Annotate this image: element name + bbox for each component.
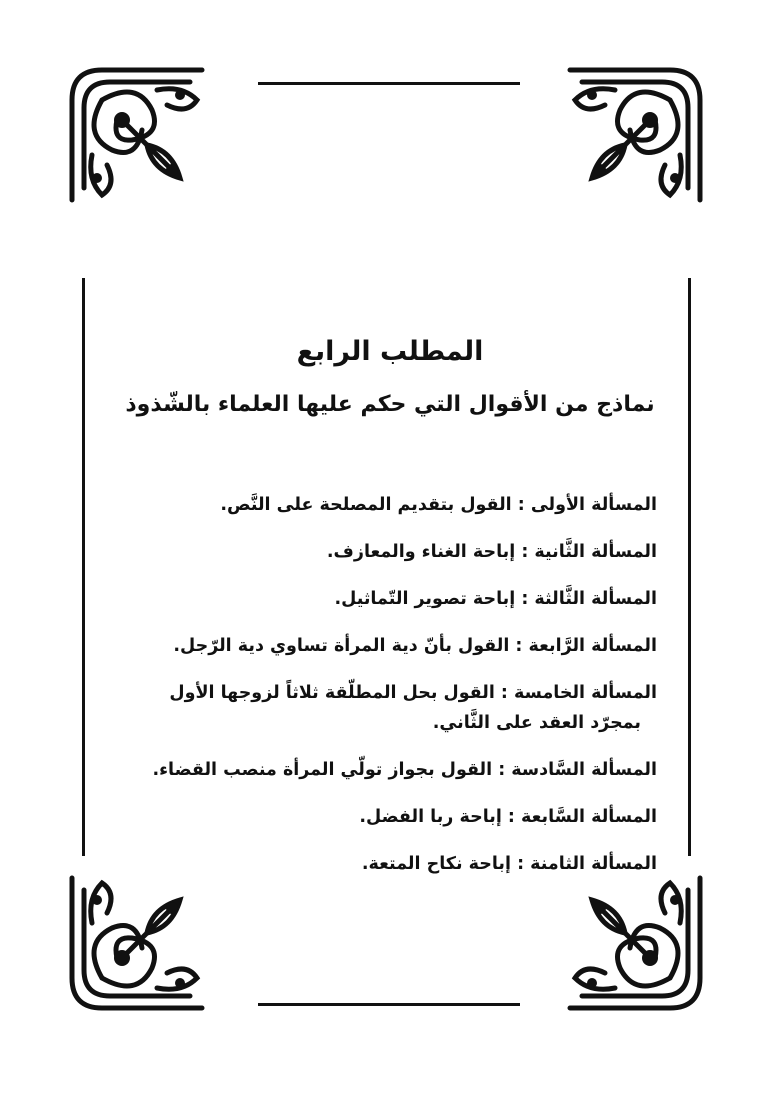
arabesque-ornament-icon bbox=[62, 60, 212, 210]
top-divider bbox=[258, 82, 520, 85]
section-title: المطلب الرابع bbox=[296, 336, 484, 367]
issue-text: المسألة الثامنة : إباحة نكاح المتعة. bbox=[361, 854, 657, 874]
list-item-issue-6 bbox=[97, 755, 657, 785]
list-item-issue-2 bbox=[97, 537, 657, 567]
corner-ornament-top-left bbox=[62, 60, 212, 210]
arabesque-ornament-icon bbox=[560, 60, 710, 210]
bottom-divider bbox=[258, 1003, 520, 1006]
section-subtitle: نماذج من الأقوال التي حكم عليها العلماء بالشّذوذ bbox=[125, 392, 655, 417]
left-border-line bbox=[82, 278, 85, 856]
list-item-issue-4 bbox=[97, 631, 657, 661]
issue-text-continuation: بمجرّد العقد على الثَّاني. bbox=[432, 713, 641, 733]
issue-text: المسألة الخامسة : القول بحل المطلّقة ثلاثاً لزوجها الأول bbox=[169, 683, 657, 703]
issue-text: المسألة الثَّانية : إباحة الغناء والمعازف. bbox=[326, 542, 657, 562]
issue-text: المسألة السَّابعة : إباحة ربا الفضل. bbox=[359, 807, 657, 827]
issue-text: المسألة الرَّابعة : القول بأنّ دية المرأة تساوي دية الرّجل. bbox=[173, 636, 657, 656]
list-item-issue-8 bbox=[97, 849, 657, 879]
list-item-issue-5 bbox=[97, 678, 657, 738]
list-item-issue-7 bbox=[97, 802, 657, 832]
right-border-line bbox=[688, 278, 691, 856]
issue-text: المسألة السَّادسة : القول بجواز تولّي المرأة منصب القضاء. bbox=[152, 760, 657, 780]
list-item-issue-3 bbox=[97, 584, 657, 614]
corner-ornament-top-right bbox=[560, 60, 710, 210]
issues-list bbox=[97, 490, 657, 896]
issue-text: المسألة الثَّالثة : إباحة تصوير التّماثيل. bbox=[334, 589, 657, 609]
issue-text: المسألة الأولى : القول بتقديم المصلحة على النَّص. bbox=[220, 495, 657, 515]
list-item-issue-1 bbox=[97, 490, 657, 520]
